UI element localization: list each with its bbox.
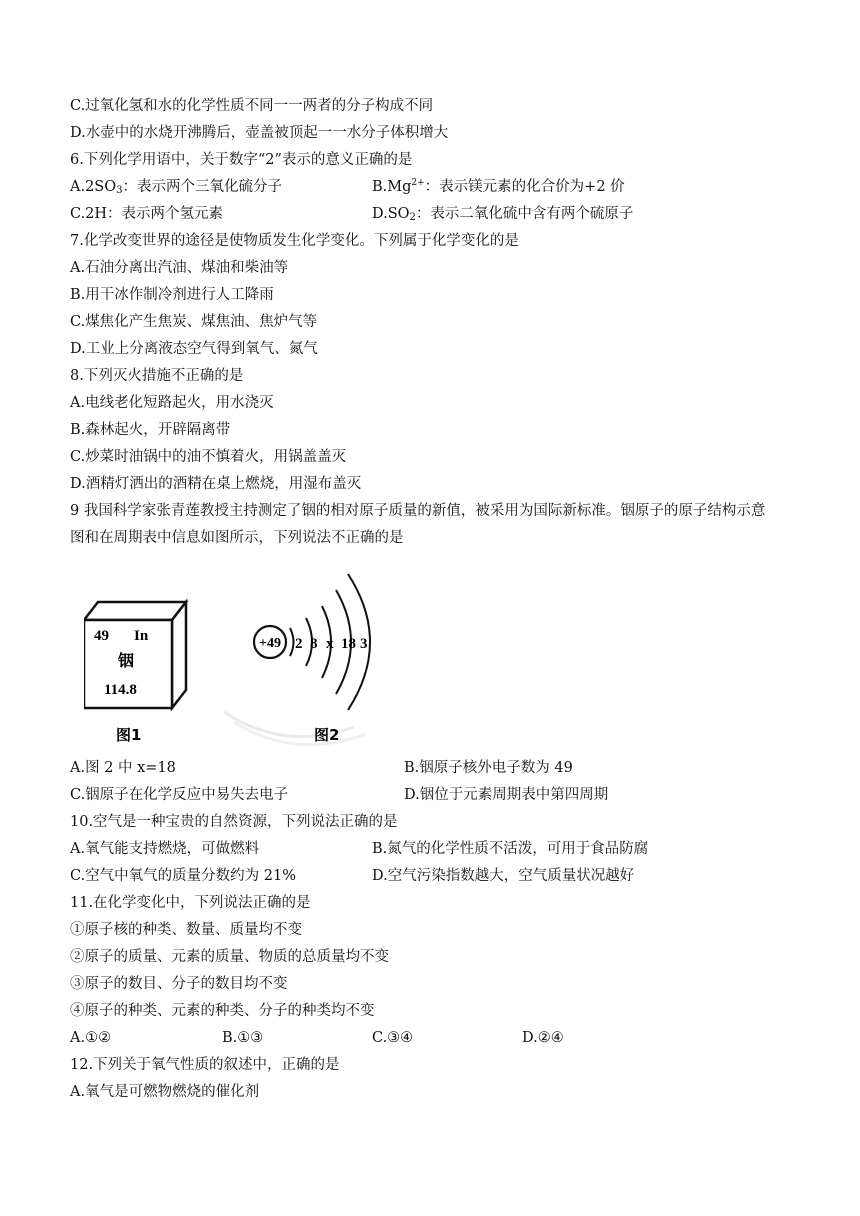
q10-option-c: C.空气中氧气的质量分数约为 21%	[70, 868, 297, 884]
q10-stem: 10.空气是一种宝贵的自然资源，下列说法正确的是	[70, 814, 398, 830]
shell-count-5: 3	[360, 636, 368, 652]
q10-option-a: A.氧气能支持燃烧，可做燃料	[70, 841, 260, 857]
q9-option-d: D.铟位于元素周期表中第四周期	[404, 787, 609, 803]
q12-option-a: A.氧气是可燃物燃烧的催化剂	[70, 1084, 260, 1100]
q11-option-c: C.③④	[372, 1030, 414, 1046]
q6-option-a: $A.2SO_3$：表示两个三氧化硫分子	[70, 179, 283, 196]
q8-option-a: A.电线老化短路起火，用水浇灭	[70, 395, 274, 411]
nucleus-charge: +49	[259, 636, 281, 651]
q11-statement-1: ①原子核的种类、数量、质量均不变	[70, 922, 302, 938]
q11-option-a: A.①②	[70, 1030, 112, 1046]
q10-option-b: B.氮气的化学性质不活泼，可用于食品防腐	[372, 841, 649, 857]
q11-option-d: D.②④	[522, 1030, 564, 1046]
q8-stem: 8.下列灭火措施不正确的是	[70, 368, 244, 384]
atomic-number: 49	[94, 628, 109, 644]
element-symbol: In	[134, 628, 149, 644]
q11-stem: 11.在化学变化中，下列说法正确的是	[70, 895, 311, 911]
q6-option-b: $B.Mg^{2+}$：表示镁元素的化合价为+2 价	[372, 178, 625, 195]
figure2-caption: 图2	[314, 726, 340, 744]
q7-stem: 7.化学改变世界的途径是使物质发生化学变化。下列属于化学变化的是	[70, 233, 519, 249]
q9-figure	[84, 562, 414, 752]
q5-option-d: D.水壶中的水烧开沸腾后，壶盖被顶起一一水分子体积增大	[70, 125, 449, 141]
shell-count-3: x	[326, 636, 334, 652]
q8-option-c: C.炒菜时油锅中的油不慎着火，用锅盖盖灭	[70, 449, 347, 465]
q6-stem: 6.下列化学用语中，关于数字“2”表示的意义正确的是	[70, 152, 413, 168]
q7-option-d: D.工业上分离液态空气得到氧气、氮气	[70, 341, 318, 357]
q8-option-b: B.森林起火，开辟隔离带	[70, 422, 231, 438]
shell-count-4: 18	[341, 636, 356, 652]
q6-option-c: C.2H：表示两个氢元素	[70, 206, 224, 222]
q7-option-a: A.石油分离出汽油、煤油和柴油等	[70, 260, 289, 276]
q7-option-c: C.煤焦化产生焦炭、煤焦油、焦炉气等	[70, 314, 318, 330]
q10-option-d: D.空气污染指数越大，空气质量状况越好	[372, 868, 635, 884]
q5-option-c: C.过氧化氢和水的化学性质不同一一两者的分子构成不同	[70, 98, 434, 114]
q9-option-c: C.铟原子在化学反应中易失去电子	[70, 787, 289, 803]
q11-statement-2: ②原子的质量、元素的质量、物质的总质量均不变	[70, 949, 389, 965]
atom-structure	[254, 574, 370, 710]
q9-stem-line2: 图和在周期表中信息如图所示，下列说法不正确的是	[70, 530, 404, 546]
q11-statement-3: ③原子的数目、分子的数目均不变	[70, 976, 288, 992]
shell-count-2: 8	[310, 636, 318, 652]
q6-option-d: $D.SO_2$：表示二氧化硫中含有两个硫原子	[372, 206, 634, 223]
q11-statement-4: ④原子的种类、元素的种类、分子的种类均不变	[70, 1003, 375, 1019]
q9-stem-line1: 9 我国科学家张青莲教授主持测定了铟的相对原子质量的新值，被采用为国际新标准。铟原子的原子结构示意	[70, 503, 766, 519]
figure1-caption: 图1	[116, 726, 142, 744]
q11-option-b: B.①③	[222, 1030, 264, 1046]
q9-option-b: B.铟原子核外电子数为 49	[404, 760, 573, 776]
q8-option-d: D.酒精灯洒出的酒精在桌上燃烧，用湿布盖灭	[70, 476, 362, 492]
element-name: 铟	[118, 651, 135, 670]
element-cell	[84, 602, 186, 708]
q7-option-b: B.用干冰作制冷剂进行人工降雨	[70, 287, 274, 303]
shell-arc-1	[290, 628, 294, 656]
q9-option-a: A.图 2 中 x=18	[70, 760, 176, 776]
indium-diagram	[84, 562, 414, 752]
q12-stem: 12.下列关于氧气性质的叙述中，正确的是	[70, 1057, 340, 1073]
atomic-mass: 114.8	[104, 682, 137, 698]
shell-count-1: 2	[295, 636, 303, 652]
